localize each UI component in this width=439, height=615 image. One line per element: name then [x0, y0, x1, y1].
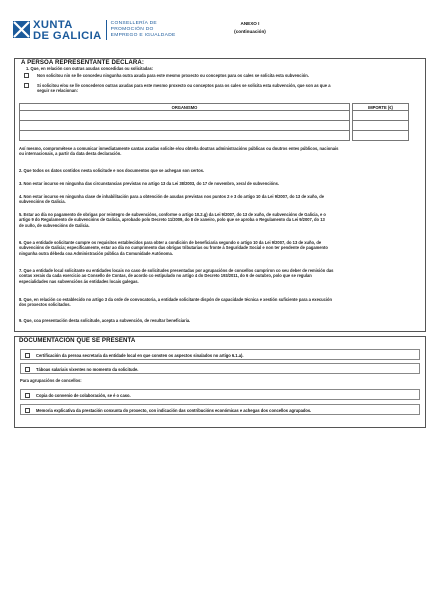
doc-row-memory: [20, 404, 420, 415]
declaration-item-7: 7. Que a entidade local solicitante ou entidades locais no caso de solicitudes presentadas por agrupacións de concellos cumpriron co seu deber de remisión das contas xerais da cada exercicio ao Consello de Contas, de acordo co estipulado no artigo 4 do Decreto 193/2011, do 6 de outubro, polo que se regulan especialidades nas subvencións ás entidades locais galegas.: [19, 268, 334, 284]
doc-memory-label: Memoria explicativa da prestación conxunta do proxecto, con indicación das contribucións económicas e achegas dos concellos agrupados.: [36, 407, 312, 413]
amount-cell[interactable]: [353, 111, 409, 121]
annex-heading: [205, 20, 295, 35]
xunta-logo: [13, 20, 176, 41]
option-other-aid-checkbox[interactable]: [24, 83, 29, 88]
doc-row-salary-tables: [20, 363, 420, 374]
doc-agreement-label: Copia do convenio de colaboración, se é o caso.: [36, 392, 131, 398]
doc-certification-checkbox[interactable]: [25, 353, 30, 358]
declaration-item-8: 8. Que, en relación co establecido no artigo 3 da orde de convocatoria, a entidade solicitante dispón de capacidade técnica e xestión suficiente para a execución dos proxectos solicitados.: [19, 297, 333, 308]
organism-cell[interactable]: [20, 121, 350, 131]
doc-row-certification: [20, 349, 420, 360]
doc-memory-checkbox[interactable]: [25, 408, 30, 413]
declaration-item-5: 5. Estar ao día no pagamento de obrigas por reintegro de subvencións, conforme o artigo 10.2.g) da Lei 9/2007, do 13 de xuño, de subvencións de Galicia, e o artigo 9 do Regulamento de subvencións de Galicia, aprobado polo Decreto 11/2009, do 8 de xaneiro, polo que se aproba o Regulamento da Lei 9/2007, do 13 de xuño, de subvencións de Galicia.: [19, 212, 326, 228]
doc-salary-tables-label: Táboas salariais vixentes no momento da solicitude.: [36, 366, 139, 372]
declaration-title: A PERSOA REPRESENTANTE DECLARA:: [21, 59, 145, 66]
declaration-item-6: 6. Que a entidade solicitante cumpre os requisitos establecidos para obter a condición de beneficiaria segundo o artigo 10 da Lei 9/2007, do 13 de xuño, de subvencións de Galicia; especificamente, estar ao día no cumprimento das obrigas tributarias ou fronte á Seguridade Social e non ter pendente de pagamento ningunha outra débeda coa Administración pública da Comunidade Autónoma.: [19, 240, 328, 256]
table-row: [20, 131, 409, 141]
doc-row-agreement: [20, 389, 420, 400]
doc-salary-tables-checkbox[interactable]: [25, 367, 30, 372]
option-no-other-aid-label: Non solicitou nin se lle concedeu ningunha outra axuda para este mesmo proxecto ou conceptos para os cales se solicita esta subvención.: [37, 72, 309, 78]
amount-cell[interactable]: [353, 121, 409, 131]
organism-cell[interactable]: [20, 111, 350, 121]
declaration-item-9: 9. Que, coa presentación desta solicitude, acepta a subvención, de resultar beneficiaria.: [19, 318, 191, 323]
department-name: CONSELLERÍA DE PROMOCIÓN DO EMPREGO E IGUALDADE: [110, 21, 176, 38]
documentation-title: DOCUMENTACIÓN QUE SE PRESENTA: [19, 337, 136, 344]
group-label: Para agrupacións de concellos:: [20, 378, 82, 383]
table-row: [20, 121, 409, 131]
logo-wordmark: XUNTA DE GALICIA: [33, 19, 102, 42]
annex-title: ANEXO I: [240, 21, 260, 26]
organism-cell[interactable]: [20, 131, 350, 141]
option-no-other-aid-checkbox[interactable]: [24, 73, 29, 78]
commitment-text: Así mesmo, comprométese a comunicar inmediatamente cantas axudas solicite e/ou obteña doutras administracións públicas ou doutros entes públicos, nacionais ou internacionais, a partir da data desta declaración.: [19, 146, 339, 157]
amount-cell[interactable]: [353, 131, 409, 141]
annex-subtitle: (continuación): [234, 28, 266, 34]
declaration-item-4: 4. Non estar incurso en ningunha clase de inhabilitación para a obtención de axudas previstas nos puntos 2 e 3 do artigo 10 da Lei 9/2007, do 13 de xuño, de subvencións de Galicia.: [19, 194, 325, 205]
declaration-item-1: 1. Que, en relación con outras axudas concedidas ou solicitadas:: [26, 66, 154, 71]
option-other-aid-label: Si solicitou e/ou se lle concederon outras axudas para este mesmo proxecto ou conceptos para os cales se solicita esta subvención, que son as que a seguir se relacionan:: [37, 82, 331, 93]
table-row: [20, 111, 409, 121]
doc-certification-label: Certificación da persoa secretaria da entidade local en que consten os aspectos sinalados no artigo 6.1.a).: [36, 352, 244, 358]
galicia-cross-icon: [13, 21, 30, 38]
logo-separator: [106, 20, 107, 40]
declaration-item-3: 3. Non estar incurso en ningunha das circunstancias previstas no artigo 13 da Lei 38/2003, do 17 de novembro, xeral de subvencións.: [19, 181, 280, 186]
amount-header: IMPORTE (€): [353, 104, 409, 111]
declaration-item-2: 2. Que todos os datos contidos nesta solicitude e nos documentos que se achegan son certos.: [19, 168, 205, 173]
doc-agreement-checkbox[interactable]: [25, 393, 30, 398]
other-aid-table: [19, 103, 409, 141]
organism-header: ORGANISMO: [20, 104, 350, 111]
